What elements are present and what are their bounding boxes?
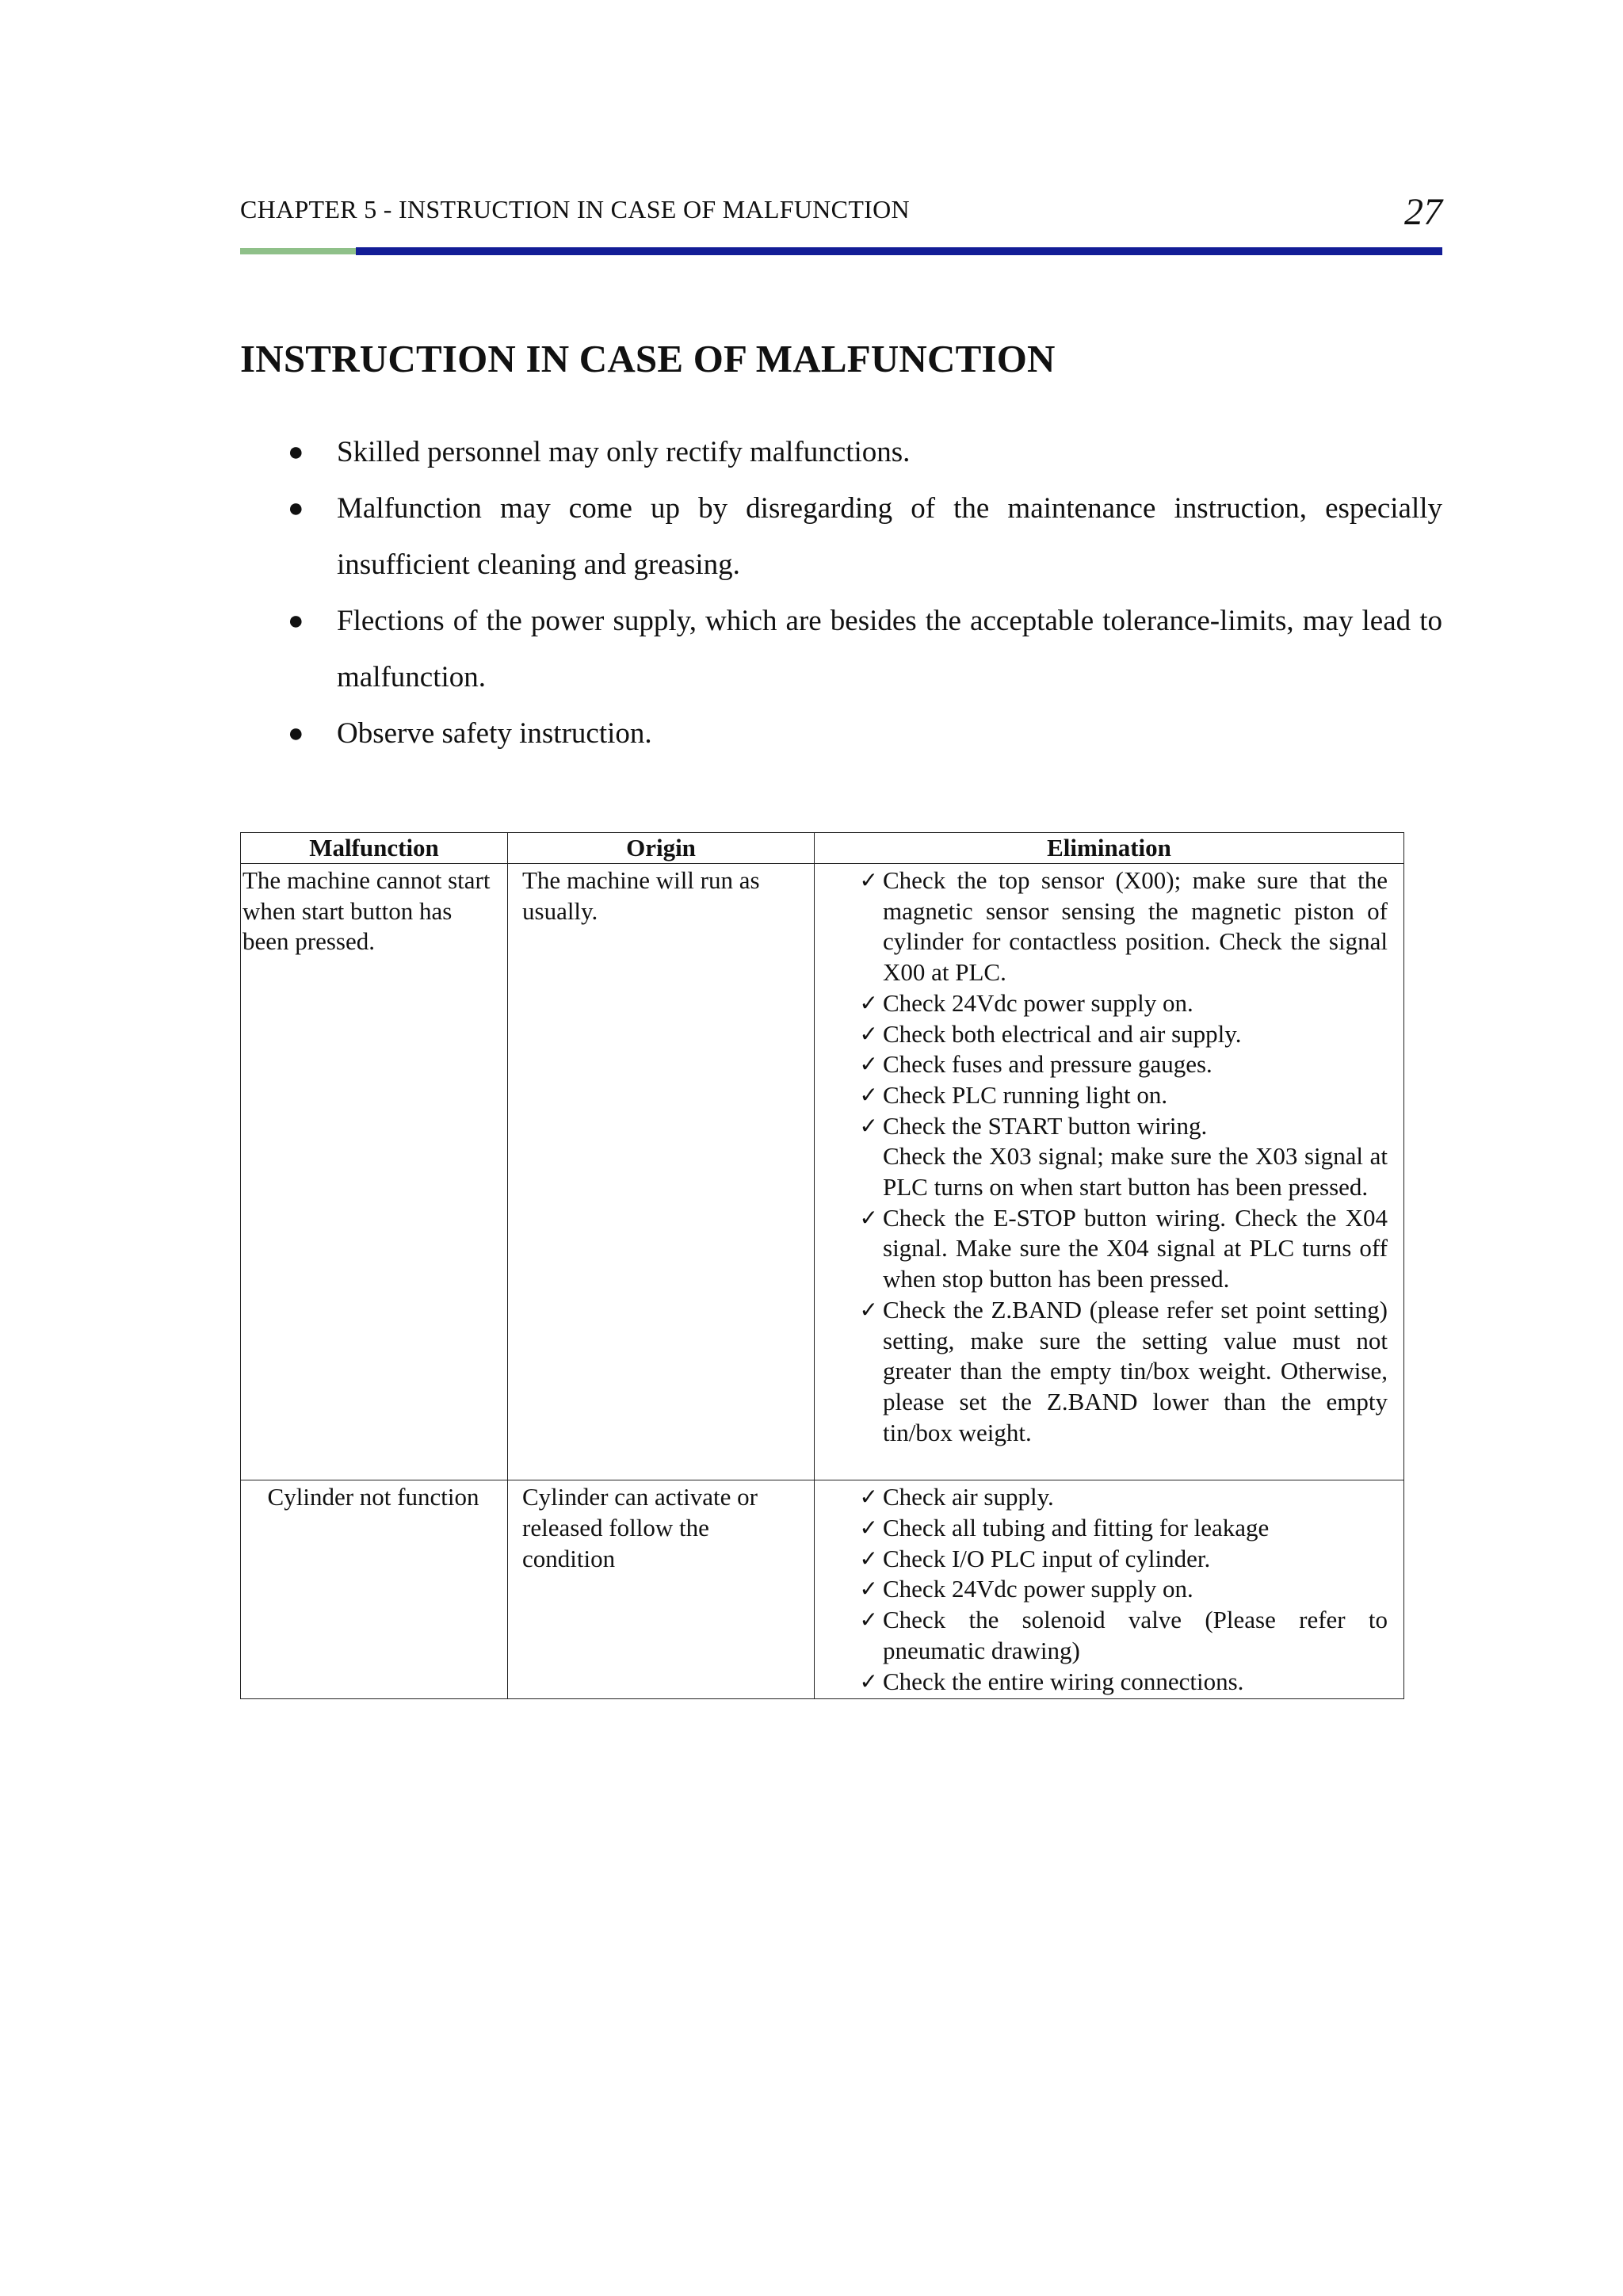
bullet-text: Skilled personnel may only rectify malfunctions.: [337, 436, 911, 468]
checkmark-icon: ✓: [859, 1296, 878, 1323]
elimination-text: Check the solenoid valve (Please refer to pneumatic drawing): [883, 1606, 1388, 1664]
elimination-text: Check the entire wiring connections.: [883, 1667, 1244, 1695]
header-rule-blue: [356, 247, 1442, 255]
column-header-malfunction: Malfunction: [241, 833, 508, 864]
elimination-text: Check the START button wiring.: [883, 1111, 1208, 1140]
bullet-text: Malfunction may come up by disregarding of the maintenance instruction, especially insufficient cleaning and greasing.: [337, 492, 1442, 581]
malfunction-cell: The machine cannot start when start button has been pressed.: [241, 864, 508, 1480]
bullet-item: [240, 480, 1442, 593]
table-row: [241, 864, 1404, 1480]
bullet-item: [240, 424, 1442, 480]
elimination-item: [815, 1019, 1388, 1050]
elimination-item: [815, 1111, 1388, 1142]
checkmark-icon: ✓: [859, 989, 878, 1016]
checkmark-icon: ✓: [859, 1112, 878, 1139]
elimination-text: Check I/O PLC input of cylinder.: [883, 1544, 1211, 1572]
checkmark-icon: ✓: [859, 1545, 878, 1572]
column-header-origin: Origin: [508, 833, 815, 864]
elimination-list: [815, 865, 1388, 1448]
elimination-list: [815, 1482, 1388, 1697]
table-row: [241, 1480, 1404, 1699]
elimination-text: Check the Z.BAND (please refer set point setting) setting, make sure the setting value must not greater than the empty tin/box weight. Otherwise, please set the Z.BAND lower than the empty tin/box weight.: [883, 1295, 1388, 1446]
checkmark-icon: ✓: [859, 1606, 878, 1633]
checkmark-icon: ✓: [859, 1484, 878, 1511]
elimination-item: [815, 1295, 1388, 1449]
bullet-text: Observe safety instruction.: [337, 717, 652, 750]
checkmark-icon: ✓: [859, 1204, 878, 1231]
elimination-item: [815, 1080, 1388, 1111]
elimination-item-unchecked: [815, 1141, 1388, 1202]
elimination-item: [815, 1544, 1388, 1575]
elimination-cell: [815, 1480, 1404, 1699]
header-rule-green: [240, 248, 356, 254]
checkmark-icon: ✓: [859, 1020, 878, 1047]
bullet-dot-icon: ●: [288, 719, 304, 748]
elimination-text: Check the top sensor (X00); make sure that the magnetic sensor sensing the magnetic piston of cylinder for contactless position. Check the signal X00 at PLC.: [883, 866, 1388, 987]
elimination-item: [815, 1605, 1388, 1666]
bullet-dot-icon: ●: [288, 494, 304, 523]
elimination-item: [815, 1574, 1388, 1605]
elimination-cell: [815, 864, 1404, 1480]
instruction-bullets: [240, 424, 1442, 762]
elimination-text: Check 24Vdc power supply on.: [883, 1575, 1193, 1603]
elimination-item: [815, 988, 1388, 1019]
checkmark-icon: ✓: [859, 1576, 878, 1603]
elimination-item: [815, 1049, 1388, 1080]
bullet-text: Flections of the power supply, which are besides the acceptable tolerance-limits, may lead to malfunction.: [337, 605, 1442, 693]
elimination-text: Check PLC running light on.: [883, 1080, 1168, 1109]
elimination-item: [815, 865, 1388, 988]
column-header-elimination: Elimination: [815, 833, 1404, 864]
bullet-dot-icon: ●: [288, 437, 304, 467]
malfunction-table: [240, 832, 1404, 1699]
elimination-text: Check air supply.: [883, 1483, 1054, 1511]
bullet-item: [240, 705, 1442, 762]
chapter-title: CHAPTER 5 - INSTRUCTION IN CASE OF MALFUNCTION: [240, 195, 910, 223]
checkmark-icon: ✓: [859, 1081, 878, 1108]
elimination-text: Check both electrical and air supply.: [883, 1019, 1242, 1048]
header-rule: [240, 247, 1442, 255]
elimination-item: [815, 1203, 1388, 1295]
checkmark-icon: ✓: [859, 1051, 878, 1078]
main-heading: INSTRUCTION IN CASE OF MALFUNCTION: [240, 337, 1056, 380]
elimination-text: Check 24Vdc power supply on.: [883, 988, 1193, 1017]
origin-cell: Cylinder can activate or released follow the condition: [508, 1480, 815, 1699]
elimination-item: [815, 1482, 1388, 1513]
checkmark-icon: ✓: [859, 867, 878, 893]
elimination-item: [815, 1667, 1388, 1698]
elimination-text: Check the E-STOP button wiring. Check the X04 signal. Make sure the X04 signal at PLC turns off when stop button has been pressed.: [883, 1203, 1388, 1293]
origin-cell: The machine will run as usually.: [508, 864, 815, 1480]
malfunction-cell: Cylinder not function: [241, 1480, 508, 1699]
elimination-text: Check all tubing and fitting for leakage: [883, 1514, 1270, 1542]
page-header: [240, 190, 1442, 238]
elimination-text: Check fuses and pressure gauges.: [883, 1050, 1212, 1079]
checkmark-icon: ✓: [859, 1668, 878, 1694]
bullet-dot-icon: ●: [288, 606, 304, 636]
bullet-item: [240, 593, 1442, 705]
elimination-text: Check the X03 signal; make sure the X03 signal at PLC turns on when start button has been pressed.: [883, 1142, 1388, 1201]
elimination-item: [815, 1513, 1388, 1544]
page-number: 27: [1404, 191, 1442, 233]
checkmark-icon: ✓: [859, 1515, 878, 1541]
table-header-row: [241, 833, 1404, 864]
